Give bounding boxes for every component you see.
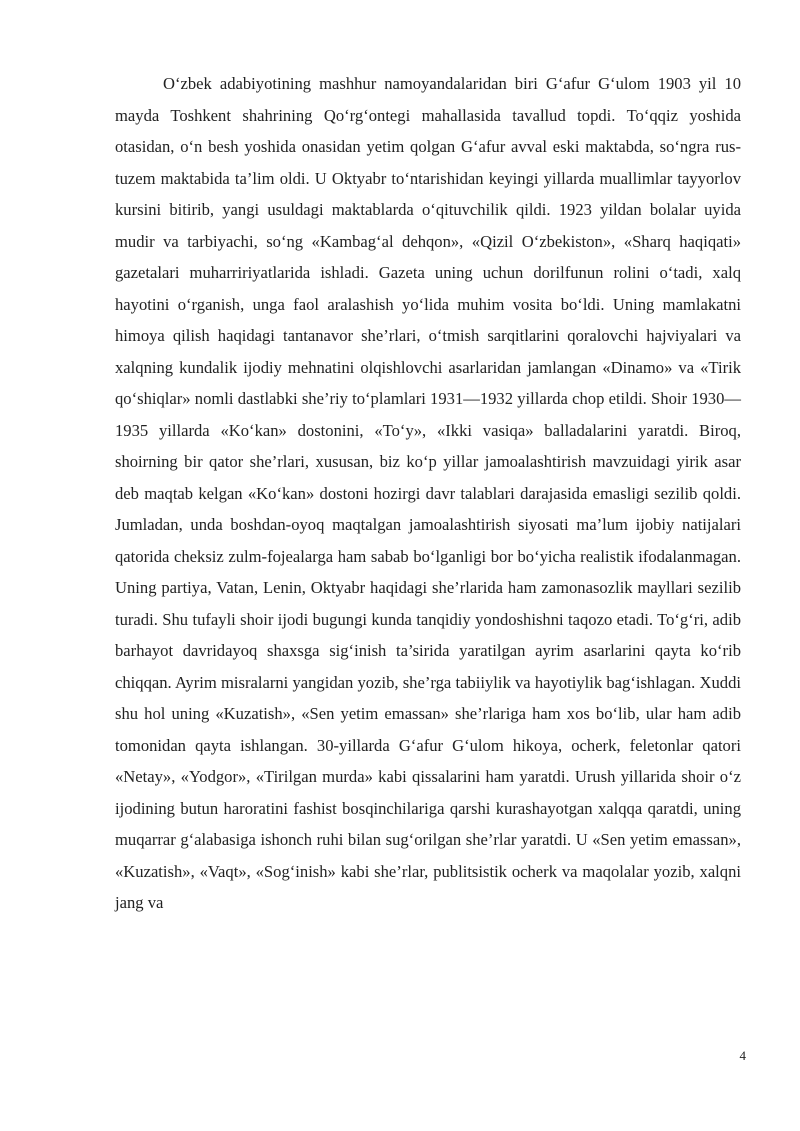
body-paragraph: O‘zbek adabiyotining mashhur namoyandalaridan biri G‘afur G‘ulom 1903 yil 10 mayda Toshkent shahrining Qo‘rg‘ontegi mahallasida tavallud topdi. To‘qqiz yoshida otasidan, o‘n besh yoshida onasidan yetim qolgan G‘afur avval eski maktabda, so‘ngra rus-tuzem maktabida ta’lim oldi. U Oktyabr to‘ntarishidan keyingi yillarda muallimlar tayyorlov kursini bitirib, yangi usuldagi maktablarda o‘qituvchilik qildi. 1923 yildan bolalar uyida mudir va tarbiyachi, so‘ng «Kambag‘al dehqon», «Qizil O‘zbekiston», «Sharq haqiqati» gazetalari muharririyatlarida ishladi. Gazeta uning uchun dorilfunun rolini o‘tadi, xalq hayotini o‘rganish, unga faol aralashish yo‘lida muhim vosita bo‘ldi. Uning mamlakatni himoya qilish haqidagi tantanavor she’rlari, o‘tmish sarqitlarini qoralovchi hajviyalari va xalqning kundalik ijodiy mehnatini olqishlovchi asarlaridan jamlangan «Dinamo» va «Tirik qo‘shiqlar» nomli dastlabki she’riy to‘plamlari 1931—1932 yillarda chop etildi. Shoir 1930—1935 yillarda «Ko‘kan» dostonini, «To‘y», «Ikki vasiqa» balladalarini yaratdi. Biroq, shoirning bir qator she’rlari, xususan, biz ko‘p yillar jamoalashtirish mavzuidagi yirik asar deb maqtab kelgan «Ko‘kan» dostoni hozirgi davr talablari darajasida emasligi sezilib qoldi. Jumladan, unda boshdan-oyoq maqtalgan jamoalashtirish siyosati ma’lum ijobiy natijalari qatorida cheksiz zulm-fojealarga ham sabab bo‘lganligi bor bo‘yicha realistik ifodalanmagan. Uning partiya, Vatan, Lenin, Oktyabr haqidagi she’rlarida ham zamonasozlik mayllari sezilib turadi. Shu tufayli shoir ijodi bugungi kunda tanqidiy yondoshishni taqozo etadi. To‘g‘ri, adib barhayot davridayoq shaxsga sig‘inish ta’sirida yaratilgan ayrim asarlarini qayta ko‘rib chiqqan. Ayrim misralarni yangidan yozib, she’rga tabiiylik va hayotiylik bag‘ishlagan. Xuddi shu hol uning «Kuzatish», «Sen yetim emassan» she’rlariga ham xos bo‘lib, ular ham adib tomonidan qayta ishlangan. 30-yillarda G‘afur G‘ulom hikoya, ocherk, feletonlar qatori «Netay», «Yodgor», «Tirilgan murda» kabi qissalarini ham yaratdi. Urush yillarida shoir o‘z ijodining butun haroratini fashist bosqinchilariga qarshi kurashayotgan xalqqa qaratdi, uning muqarrar g‘alabasiga ishonch ruhi bilan sug‘orilgan she’rlar yaratdi. U «Sen yetim emassan», «Kuzatish», «Vaqt», «Sog‘inish» kabi she’rlar, publitsistik ocherk va maqolalar yozib, xalqni jang va [115,74,741,912]
page-number: 4 [739,1048,746,1063]
